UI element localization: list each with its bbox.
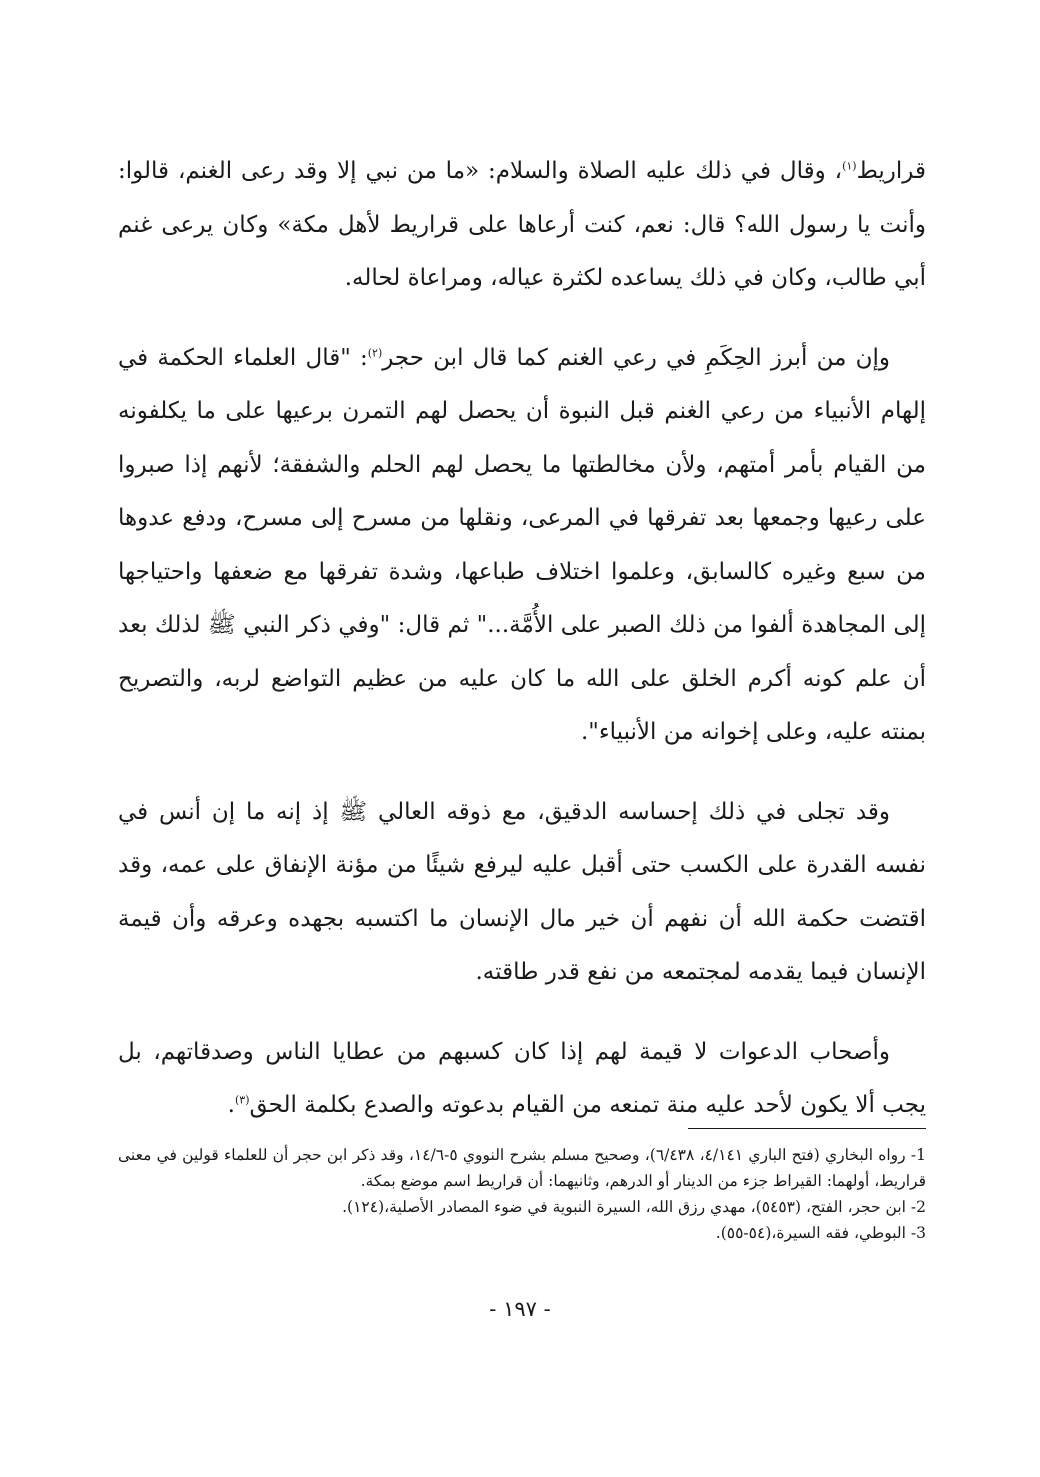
footnotes-section bbox=[118, 1142, 926, 1246]
footnote-divider bbox=[688, 1128, 926, 1129]
paragraph-2-text-cont: : "قال العلماء الحكمة في إلهام الأنبياء من رعي الغنم قبل النبوة أن يحصل لهم التمرن برعيها على ما يكلفونه من القيام بأمر أمتهم، ولأن مخالطتها ما يحصل لهم الحلم والشفقة؛ لأنهم إذا صبروا على رعيها وجمعها بعد تفرقها في المرعى، ونقلها من مسرح إلى مسرح، ودفع عدوها من سبع وغيره كالسابق، وعلموا اختلاف طباعها، وشدة تفرقها مع ضعفها واحتياجها إلى المجاهدة ألفوا من ذلك الصبر على الأُمَّة..." ثم قال: "وفي ذكر النبي ﷺ لذلك بعد أن علم كونه أكرم الخلق على الله ما كان عليه من عظيم التواضع لربه، والتصريح بمنته عليه، وعلى إخوانه من الأنبياء". bbox=[118, 344, 926, 745]
main-text bbox=[118, 145, 926, 1159]
paragraph-1-text: قراريط bbox=[856, 158, 926, 184]
footnote-ref-1[interactable]: (١) bbox=[842, 159, 857, 173]
paragraph-1 bbox=[118, 145, 926, 306]
page-number: - ١٩٧ - bbox=[489, 1297, 551, 1321]
paragraph-1-text-cont: ، وقال في ذلك عليه الصلاة والسلام: «ما من نبي إلا وقد رعى الغنم، قالوا: وأنت يا رسول الله؟ قال: نعم، كنت أرعاها على قراريط لأهل مكة» وكان يرعى غنم أبي طالب، وكان في ذلك يساعده لكثرة عياله، ومراعاة لحاله. bbox=[118, 158, 926, 291]
paragraph-2 bbox=[118, 332, 926, 760]
paragraph-4-text: وأصحاب الدعوات لا قيمة لهم إذا كان كسبهم من عطايا الناس وصدقاتهم، بل يجب ألا يكون لأحد عليه منة تمنعه من القيام بدعوته والصدع بكلمة الحق bbox=[118, 1038, 926, 1118]
footnote-ref-3[interactable]: (٣) bbox=[234, 1093, 250, 1107]
footnote-1: 1- رواه البخاري (فتح الباري ٤/١٤١، ٦/٤٣٨)، وصحيح مسلم بشرح النووي ٥-١٤/٦، وقد ذكر ابن حجر أن للعلماء قولين في معنى قراريط، أولهما: القيراط جزء من الدينار أو الدرهم، وثانيهما: أن قراريط اسم موضع بمكة. bbox=[118, 1146, 926, 1190]
paragraph-4-text-cont: . bbox=[227, 1092, 235, 1118]
footnote-ref-2[interactable]: (٢) bbox=[367, 345, 383, 359]
footnote-3: 3- البوطي، فقه السيرة،(٥٤-٥٥). bbox=[715, 1224, 926, 1242]
paragraph-2-text: وإن من أبرز الحِكَمِ في رعي الغنم كما قال ابن حجر bbox=[382, 344, 890, 371]
paragraph-3-text: وقد تجلى في ذلك إحساسه الدقيق، مع ذوقه العالي ﷺ إذ إنه ما إن أنس في نفسه القدرة على الكسب حتى أقبل عليه ليرفع شيئًا من مؤنة الإنفاق على عمه، وقد اقتضت حكمة الله أن نفهم أن خير مال الإنسان ما اكتسبه بجهده وعرقه وأن قيمة الإنسان فيما يقدمه لمجتمعه من نفع قدر طاقته. bbox=[118, 798, 926, 985]
footnote-2: 2- ابن حجر، الفتح، (٥٤٥٣)، مهدي رزق الله، السيرة النبوية في ضوء المصادر الأصلية،(١٢٤). bbox=[342, 1198, 926, 1216]
paragraph-4 bbox=[118, 1026, 926, 1133]
paragraph-3 bbox=[118, 786, 926, 1000]
